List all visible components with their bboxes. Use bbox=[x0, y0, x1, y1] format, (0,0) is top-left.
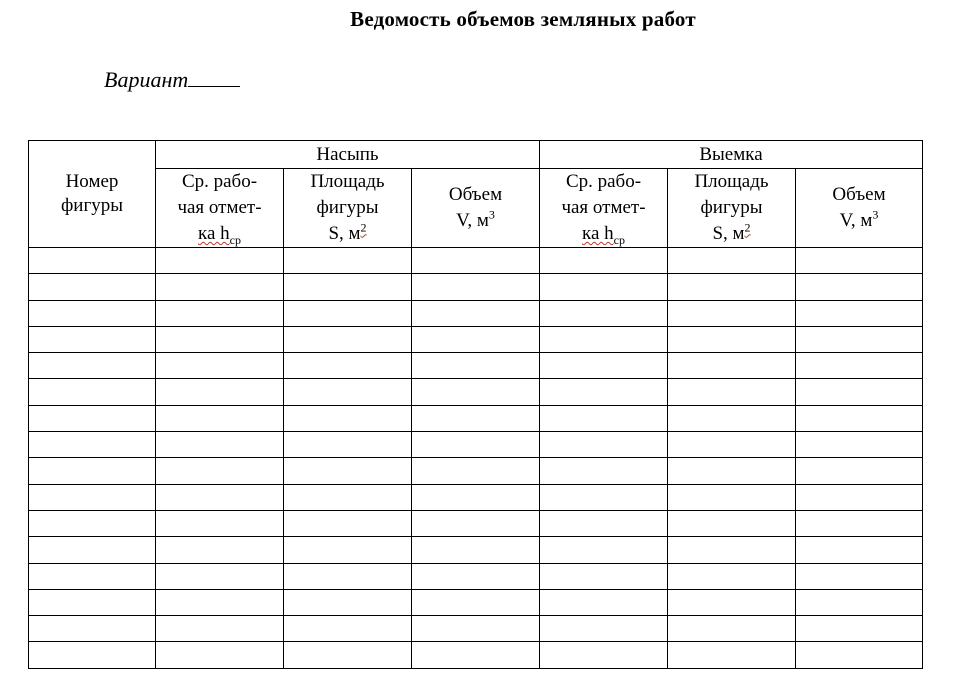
cut-area-header bbox=[668, 169, 796, 248]
table-cell[interactable] bbox=[412, 510, 540, 536]
table-cell[interactable] bbox=[668, 537, 796, 563]
table-cell[interactable] bbox=[412, 484, 540, 510]
table-cell[interactable] bbox=[284, 484, 412, 510]
header-text: Площадь bbox=[310, 171, 385, 192]
table-cell[interactable] bbox=[668, 563, 796, 589]
table-cell[interactable] bbox=[412, 379, 540, 405]
figure-number-header bbox=[29, 141, 156, 248]
table-cell[interactable] bbox=[284, 405, 412, 431]
header-text: ка $h_{ср}$ bbox=[198, 223, 241, 247]
header-text: фигуры bbox=[700, 197, 763, 218]
table-cell[interactable] bbox=[796, 537, 923, 563]
table-cell[interactable] bbox=[156, 274, 284, 300]
header-text: Ср. рабо- bbox=[565, 171, 642, 192]
table-cell[interactable] bbox=[156, 379, 284, 405]
fill-group-header: Насыпь bbox=[156, 141, 540, 169]
table-cell[interactable] bbox=[796, 589, 923, 615]
table-row bbox=[29, 458, 923, 484]
table-cell[interactable] bbox=[796, 484, 923, 510]
table-cell[interactable] bbox=[29, 432, 156, 458]
table-cell[interactable] bbox=[156, 537, 284, 563]
variant-blank-line[interactable] bbox=[188, 68, 240, 87]
table-cell[interactable] bbox=[29, 510, 156, 536]
table-cell[interactable] bbox=[540, 589, 668, 615]
table-cell[interactable] bbox=[796, 432, 923, 458]
table-cell[interactable] bbox=[284, 537, 412, 563]
header-text: S, $м^2$ bbox=[328, 220, 367, 244]
table-cell[interactable] bbox=[796, 563, 923, 589]
table-cell[interactable] bbox=[796, 405, 923, 431]
cut-volume-header bbox=[796, 169, 923, 248]
table-cell[interactable] bbox=[284, 510, 412, 536]
fill-area-header bbox=[284, 169, 412, 248]
table-cell[interactable] bbox=[668, 248, 796, 274]
header-text: ка $h_{ср}$ bbox=[582, 223, 625, 247]
fill-avg-mark-header bbox=[156, 169, 284, 248]
table-cell[interactable] bbox=[412, 248, 540, 274]
table-cell[interactable] bbox=[668, 616, 796, 642]
table-row bbox=[29, 432, 923, 458]
table-cell[interactable] bbox=[540, 248, 668, 274]
header-text: S, $м^2$ bbox=[712, 220, 751, 244]
table-cell[interactable] bbox=[540, 563, 668, 589]
table-cell[interactable] bbox=[668, 510, 796, 536]
table-cell[interactable] bbox=[284, 432, 412, 458]
table-cell[interactable] bbox=[156, 616, 284, 642]
header-text: V, $м^3$ bbox=[839, 207, 879, 231]
table-cell[interactable] bbox=[668, 642, 796, 668]
table-cell[interactable] bbox=[540, 642, 668, 668]
table-cell[interactable] bbox=[796, 510, 923, 536]
table-cell[interactable] bbox=[540, 300, 668, 326]
table-cell[interactable] bbox=[668, 458, 796, 484]
table-cell[interactable] bbox=[156, 326, 284, 352]
table-cell[interactable] bbox=[29, 589, 156, 615]
table-cell[interactable] bbox=[156, 405, 284, 431]
table-cell[interactable] bbox=[284, 642, 412, 668]
table-cell[interactable] bbox=[540, 379, 668, 405]
header-text: Площадь bbox=[694, 171, 769, 192]
table-cell[interactable] bbox=[412, 432, 540, 458]
table-cell[interactable] bbox=[29, 379, 156, 405]
table-cell[interactable] bbox=[156, 589, 284, 615]
table-row bbox=[29, 248, 923, 274]
table-cell[interactable] bbox=[412, 274, 540, 300]
table-cell[interactable] bbox=[412, 537, 540, 563]
table-cell[interactable] bbox=[412, 589, 540, 615]
table-cell[interactable] bbox=[29, 563, 156, 589]
table-cell[interactable] bbox=[284, 248, 412, 274]
table-cell[interactable] bbox=[29, 642, 156, 668]
table-cell[interactable] bbox=[796, 379, 923, 405]
table-row bbox=[29, 563, 923, 589]
table-cell[interactable] bbox=[412, 642, 540, 668]
table-cell[interactable] bbox=[796, 642, 923, 668]
table-cell[interactable] bbox=[668, 274, 796, 300]
table-cell[interactable] bbox=[540, 353, 668, 379]
table-cell[interactable] bbox=[156, 432, 284, 458]
variant-field bbox=[104, 67, 240, 93]
table-cell[interactable] bbox=[29, 248, 156, 274]
table-cell[interactable] bbox=[156, 563, 284, 589]
table-cell[interactable] bbox=[540, 510, 668, 536]
table-cell[interactable] bbox=[412, 353, 540, 379]
table-cell[interactable] bbox=[412, 405, 540, 431]
table-cell[interactable] bbox=[156, 353, 284, 379]
table-cell[interactable] bbox=[668, 432, 796, 458]
table-body bbox=[29, 248, 923, 669]
table-cell[interactable] bbox=[29, 326, 156, 352]
table-cell[interactable] bbox=[796, 458, 923, 484]
table-cell[interactable] bbox=[156, 484, 284, 510]
table-row bbox=[29, 353, 923, 379]
header-text: Объем bbox=[832, 184, 886, 205]
table-cell[interactable] bbox=[284, 326, 412, 352]
table-cell[interactable] bbox=[29, 274, 156, 300]
table-cell[interactable] bbox=[796, 353, 923, 379]
table-cell[interactable] bbox=[156, 248, 284, 274]
table-cell[interactable] bbox=[29, 405, 156, 431]
table-cell[interactable] bbox=[29, 537, 156, 563]
table-row bbox=[29, 510, 923, 536]
table-cell[interactable] bbox=[412, 300, 540, 326]
table-cell[interactable] bbox=[412, 563, 540, 589]
table-cell[interactable] bbox=[156, 642, 284, 668]
table-cell[interactable] bbox=[284, 563, 412, 589]
table-row bbox=[29, 589, 923, 615]
table-cell[interactable] bbox=[668, 379, 796, 405]
table-row bbox=[29, 274, 923, 300]
table-cell[interactable] bbox=[540, 537, 668, 563]
fill-volume-header bbox=[412, 169, 540, 248]
table-cell[interactable] bbox=[156, 510, 284, 536]
table-cell[interactable] bbox=[540, 458, 668, 484]
cut-avg-mark-header bbox=[540, 169, 668, 248]
table-cell[interactable] bbox=[412, 458, 540, 484]
cut-group-header: Выемка bbox=[540, 141, 923, 169]
figure-number-header-line2: фигуры bbox=[60, 195, 124, 216]
table-cell[interactable] bbox=[540, 616, 668, 642]
header-text: V, $м^3$ bbox=[456, 207, 495, 231]
table-cell[interactable] bbox=[412, 326, 540, 352]
table-cell[interactable] bbox=[796, 248, 923, 274]
table-cell[interactable] bbox=[156, 458, 284, 484]
table-cell[interactable] bbox=[284, 379, 412, 405]
header-text: Ср. рабо- bbox=[181, 171, 258, 192]
table-cell[interactable] bbox=[668, 326, 796, 352]
table-cell[interactable] bbox=[412, 616, 540, 642]
table-cell[interactable] bbox=[29, 616, 156, 642]
table-row bbox=[29, 537, 923, 563]
table-row bbox=[29, 616, 923, 642]
table-cell[interactable] bbox=[284, 353, 412, 379]
table-cell[interactable] bbox=[284, 300, 412, 326]
table-cell[interactable] bbox=[540, 274, 668, 300]
table-cell[interactable] bbox=[156, 300, 284, 326]
table-cell[interactable] bbox=[540, 326, 668, 352]
table-cell[interactable] bbox=[284, 616, 412, 642]
table-cell[interactable] bbox=[796, 616, 923, 642]
table-cell[interactable] bbox=[29, 353, 156, 379]
table-cell[interactable] bbox=[796, 326, 923, 352]
table-cell[interactable] bbox=[284, 589, 412, 615]
table-row bbox=[29, 484, 923, 510]
table-cell[interactable] bbox=[540, 484, 668, 510]
table-cell[interactable] bbox=[29, 300, 156, 326]
table-cell[interactable] bbox=[668, 405, 796, 431]
table-row bbox=[29, 642, 923, 668]
header-text: чая отмет- bbox=[561, 197, 646, 218]
table-row bbox=[29, 379, 923, 405]
table-cell[interactable] bbox=[540, 432, 668, 458]
figure-number-header-line1: Номер bbox=[65, 171, 119, 192]
header-text: Объем bbox=[448, 184, 503, 205]
table-cell[interactable] bbox=[796, 274, 923, 300]
table-cell[interactable] bbox=[668, 589, 796, 615]
table-cell[interactable] bbox=[540, 405, 668, 431]
document-title: Ведомость объемов земляных работ bbox=[350, 7, 696, 31]
table-cell[interactable] bbox=[796, 300, 923, 326]
table-cell[interactable] bbox=[668, 300, 796, 326]
variant-label: Вариант bbox=[104, 67, 189, 92]
table-cell[interactable] bbox=[284, 274, 412, 300]
table-cell[interactable] bbox=[668, 484, 796, 510]
header-text: фигуры bbox=[316, 197, 379, 218]
table-row bbox=[29, 326, 923, 352]
table-row bbox=[29, 300, 923, 326]
earthworks-volume-table bbox=[28, 140, 923, 669]
table-cell[interactable] bbox=[29, 484, 156, 510]
table-cell[interactable] bbox=[29, 458, 156, 484]
header-text: чая отмет- bbox=[177, 197, 262, 218]
table-row bbox=[29, 405, 923, 431]
table-cell[interactable] bbox=[284, 458, 412, 484]
table-cell[interactable] bbox=[668, 353, 796, 379]
